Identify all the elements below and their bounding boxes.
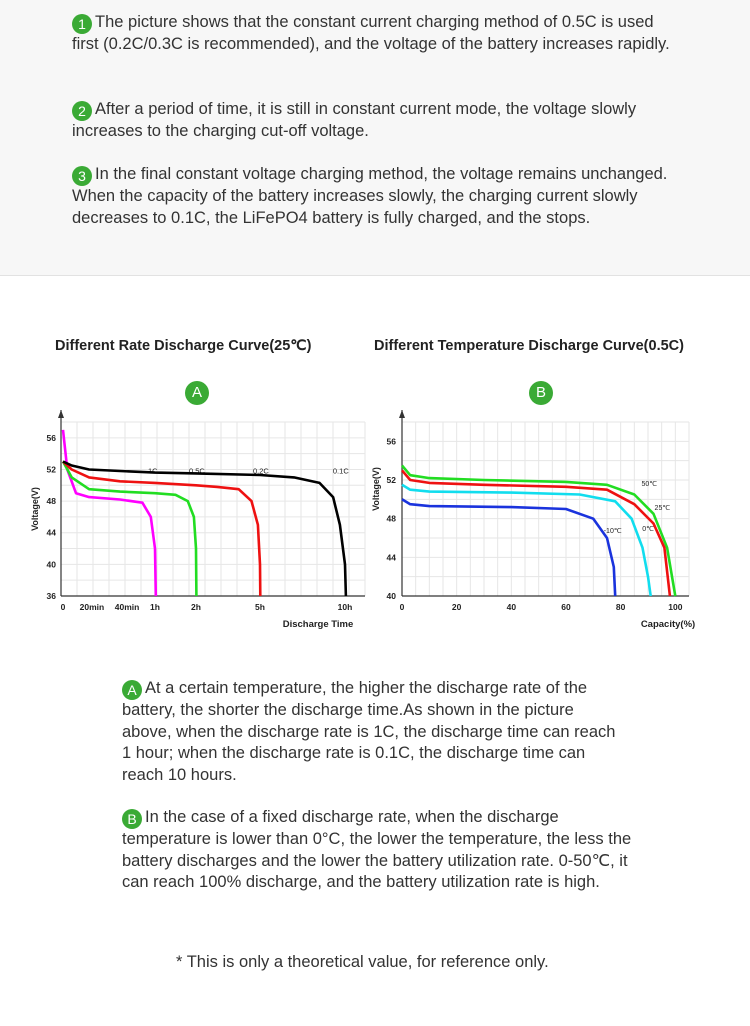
chart-b-x-tick-label: 20 [451,602,462,612]
chart-b-series-label: -10℃ [603,528,622,536]
intro-paragraph-3-text: In the final constant voltage charging method, the voltage remains unchanged. When the capacity of the battery increases slowly, the charging current slowly decreases to 0.1C, the LiFePO4 battery is fully charged, and the stops. [72,165,668,227]
chart-b [364,400,750,640]
intro-paragraph-3 [72,164,692,229]
chart-b-y-tick-label: 56 [386,436,396,447]
chart-a-x-tick-label: 40min [114,602,140,612]
chart-a-y-axis-arrow [58,410,64,418]
chart-b-badge: B [529,381,553,405]
chart-a-y-tick-label: 48 [46,496,56,507]
intro-paragraph-1-text: The picture shows that the constant current charging method of 0.5C is used first (0.2C/0.3C is recommended), and the voltage of the battery increases rapidly. [72,13,670,53]
chart-a-badge: A [185,381,209,405]
chart-a-y-tick-label: 56 [46,432,56,443]
chart-b-y-tick-label: 40 [386,591,396,601]
chart-a-series-label: 0.5C [189,466,205,476]
chart-b-x-axis-label: Capacity(%) [640,619,696,630]
chart-b-x-tick-label: 0 [399,602,405,612]
chart-a-x-tick-label: 2h [191,602,201,612]
step-1-badge: 1 [72,14,92,34]
note-a-badge: A [122,680,142,700]
intro-panel [0,0,750,276]
chart-b-series-label: 25℃ [654,504,671,512]
chart-a-y-tick-label: 52 [46,464,56,475]
intro-paragraph-1 [72,12,672,56]
chart-b-x-tick-label: 40 [506,602,517,612]
chart-a-x-tick-label: 0 [60,602,66,612]
chart-a-x-tick-label: 5h [255,602,265,612]
chart-a-y-tick-label: 40 [46,559,56,570]
intro-paragraph-2-text: After a period of time, it is still in constant current mode, the voltage slowly increases to the charging cut-off voltage. [72,100,637,140]
chart-a-series-label: 0.2C [253,466,269,476]
chart-a-x-axis-label: Discharge Time [282,619,354,630]
chart-b-y-tick-label: 48 [386,513,396,524]
chart-b-x-tick-label: 80 [615,602,626,612]
chart-b-x-tick-label: 100 [668,602,683,612]
footnote: * This is only a theoretical value, for reference only. [176,953,549,971]
step-2-badge: 2 [72,101,92,121]
note-a [122,678,622,786]
note-a-text: At a certain temperature, the higher the discharge rate of the battery, the shorter the discharge time.As shown in the picture above, when the discharge rate is 1C, the discharge time can reach 1 hour; when the discharge rate is 0.1C, the discharge time can reach 10 hours. [122,679,616,784]
chart-b-y-tick-label: 44 [386,552,396,563]
chart-b-y-axis-arrow [399,410,405,418]
chart-b-series-label: 0℃ [642,526,655,534]
chart-a-x-tick-label: 1h [150,602,160,612]
chart-b-y-axis-label: Voltage(V) [371,467,381,511]
chart-a-series-label: 0.1C [332,466,349,476]
chart-b-series-label: 50℃ [641,480,658,488]
intro-paragraph-2 [72,99,672,143]
note-b [122,807,642,894]
note-b-badge: B [122,809,142,829]
chart-a-plot-area [61,422,365,596]
chart-a-title: Different Rate Discharge Curve(25℃) [55,338,312,354]
chart-a-y-tick-label: 36 [46,591,56,601]
chart-a-x-tick-label: 20min [79,602,105,612]
chart-a-x-tick-label: 10h [337,602,353,612]
step-3-badge: 3 [72,166,92,186]
note-b-text: In the case of a fixed discharge rate, when the discharge temperature is lower than 0°C, the lower the temperature, the less the battery discharges and the lower the battery utilization rate. 0-50℃, it can reach 100% discharge, and the battery utilization rate is high. [122,808,632,891]
chart-a-y-tick-label: 44 [46,527,56,538]
chart-b-title: Different Temperature Discharge Curve(0.5C) [374,338,684,354]
chart-a-series-label: 1C [148,466,158,476]
chart-a [0,400,372,640]
chart-b-y-tick-label: 52 [386,475,396,485]
chart-b-x-tick-label: 60 [561,602,571,612]
chart-a-y-axis-label: Voltage(V) [30,487,40,531]
